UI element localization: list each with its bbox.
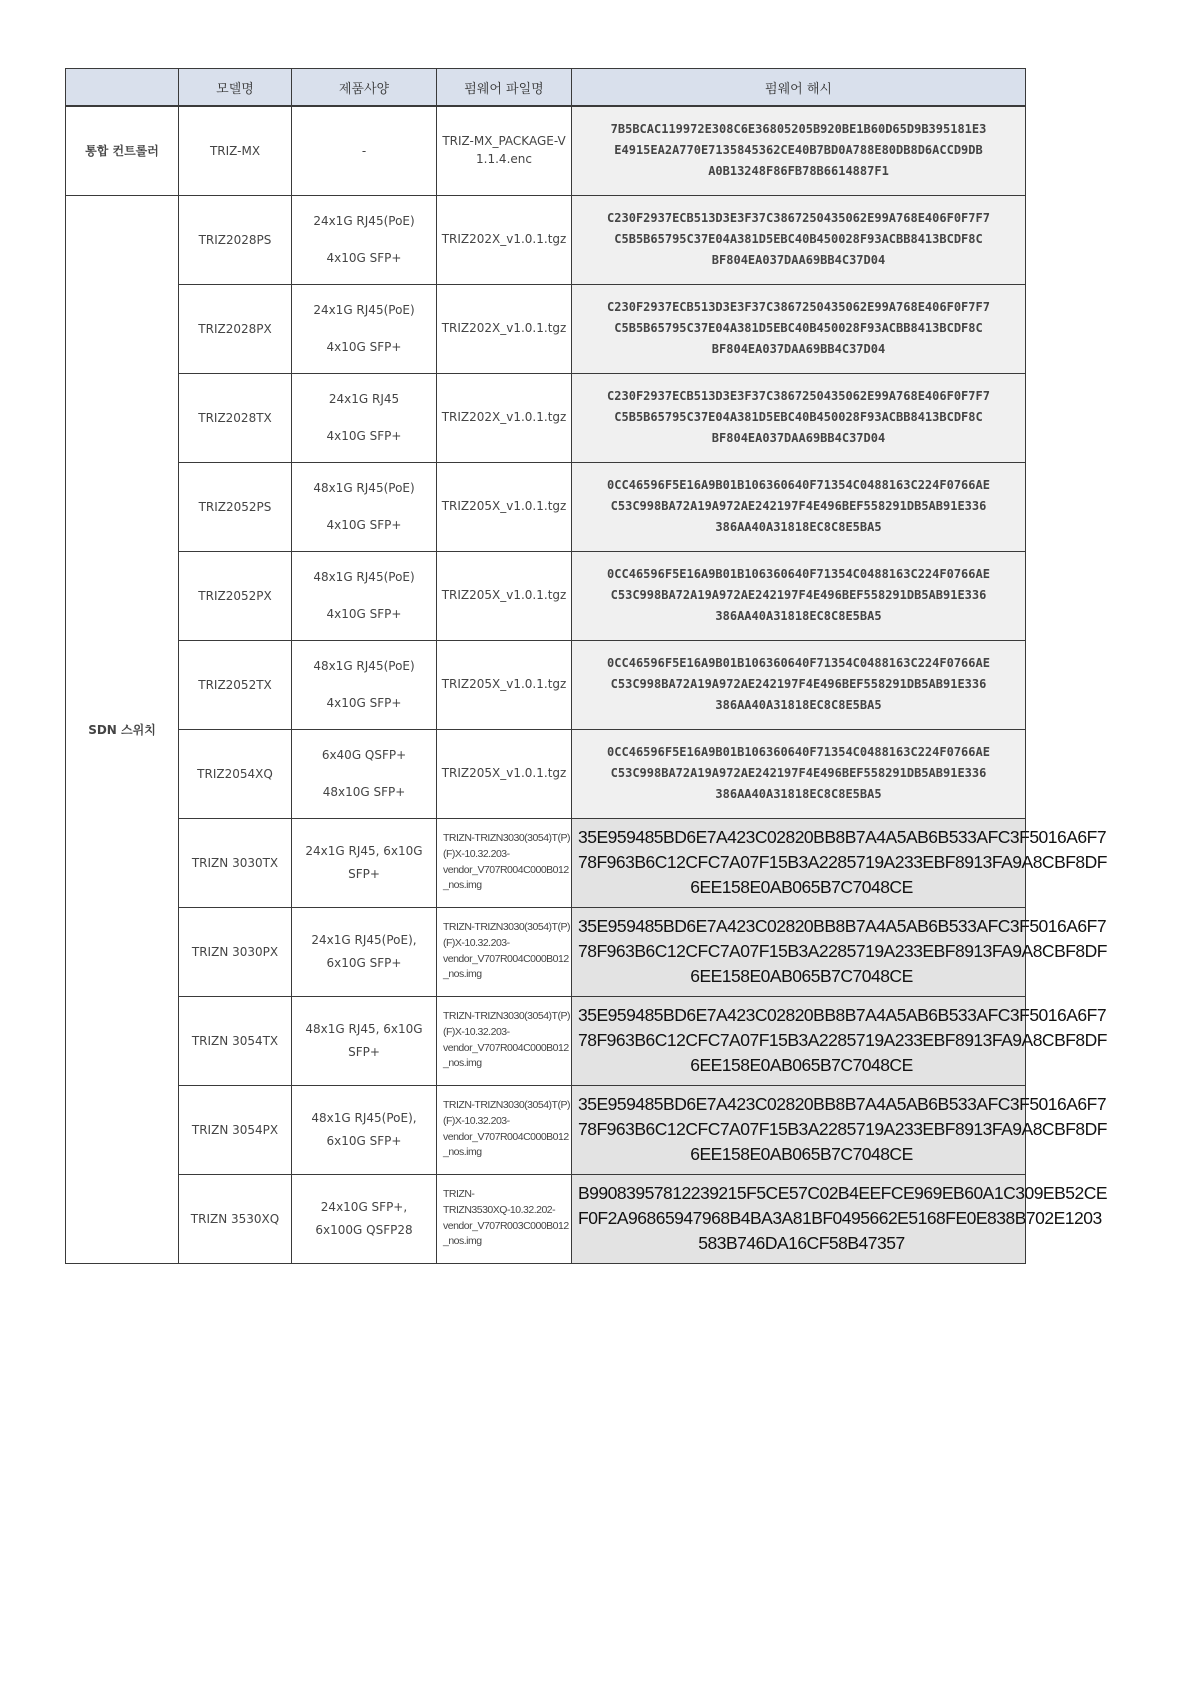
spec-line: 6x10G SFP+ xyxy=(326,1133,402,1148)
model-cell: TRIZ2052PS xyxy=(179,462,292,551)
hash-line: 0CC46596F5E16A9B01B106360640F71354C0488163C224F0766AE xyxy=(607,656,990,670)
hash-line: 7B5BCAC119972E308C6E36805205B920BE1B60D65D9B395181E3 xyxy=(610,122,987,137)
hash-line: BF804EA037DAA69BB4C37D04 xyxy=(711,253,886,267)
model-cell: TRIZ2028TX xyxy=(179,373,292,462)
spec-line: 48x1G RJ45(PoE) xyxy=(313,481,415,496)
hash-cell xyxy=(572,195,1026,284)
hash-cell xyxy=(572,996,1107,1085)
spec-line: 4x10G SFP+ xyxy=(326,517,402,532)
model-cell: TRIZ-MX xyxy=(179,106,292,195)
hash-line: A0B13248F86FB78B6614887F1 xyxy=(708,164,889,179)
spec-line: 6x10G SFP+ xyxy=(326,955,402,970)
file-line: _nos.img xyxy=(443,1146,482,1159)
model-cell: TRIZ2052PX xyxy=(179,551,292,640)
spec-line: 48x1G RJ45(PoE) xyxy=(313,659,415,674)
hash-line: 35E959485BD6E7A423C02820BB8B7A4A5AB6B533AFC3F5016A6F7 xyxy=(578,916,1107,936)
hash-line: 386AA40A31818EC8C8E5BA5 xyxy=(715,520,882,534)
hash-line: 78F963B6C12CFC7A07F15B3A2285719A233EBF8913FA9A8CBF8DF xyxy=(578,1119,1107,1139)
table-row xyxy=(66,551,1026,640)
hash-cell xyxy=(572,551,1026,640)
hash-line: BF804EA037DAA69BB4C37D04 xyxy=(711,342,886,356)
hash-line: C53C998BA72A19A972AE242197F4E496BEF558291DB5AB91E336 xyxy=(610,766,987,780)
file-line: (F)X-10.32.203- xyxy=(443,1025,510,1038)
hash-line: C230F2937ECB513D3E3F37C3867250435062E99A768E406F0F7F7 xyxy=(607,300,990,314)
spec-cell xyxy=(292,729,437,818)
hash-cell xyxy=(572,1174,1108,1263)
spec-cell xyxy=(292,462,437,551)
spec-line: 24x1G RJ45 xyxy=(328,392,400,407)
table-row xyxy=(66,284,1026,373)
hash-cell xyxy=(572,729,1026,818)
hash-line: 386AA40A31818EC8C8E5BA5 xyxy=(715,609,882,623)
spec-cell xyxy=(292,551,437,640)
file-line: (F)X-10.32.203- xyxy=(443,1114,510,1127)
spec-line: 48x1G RJ45, 6x10G xyxy=(305,1022,423,1037)
model-cell: TRIZ2054XQ xyxy=(179,729,292,818)
hash-line: C5B5B65795C37E04A381D5EBC40B450028F93ACBB8413BCDF8C xyxy=(614,232,983,246)
hash-line: 6EE158E0AB065B7C7048CE xyxy=(690,877,913,897)
model-cell: TRIZ2028PX xyxy=(179,284,292,373)
spec-line: 48x1G RJ45(PoE) xyxy=(313,570,415,585)
file-cell xyxy=(437,818,572,907)
spec-line: 6x100G QSFP28 xyxy=(315,1222,413,1237)
hash-cell xyxy=(572,818,1107,907)
file-cell xyxy=(437,1085,572,1174)
hash-line: 386AA40A31818EC8C8E5BA5 xyxy=(715,787,882,801)
spec-line: 24x1G RJ45, 6x10G xyxy=(305,844,423,859)
hash-line: C5B5B65795C37E04A381D5EBC40B450028F93ACBB8413BCDF8C xyxy=(614,321,983,335)
hash-line: 0CC46596F5E16A9B01B106360640F71354C0488163C224F0766AE xyxy=(607,478,990,492)
spec-line: 24x10G SFP+, xyxy=(320,1200,408,1215)
file-line: TRIZN- xyxy=(443,1188,475,1200)
hash-line: C53C998BA72A19A972AE242197F4E496BEF558291DB5AB91E336 xyxy=(610,499,987,513)
file-cell xyxy=(437,1174,572,1263)
table-row xyxy=(66,106,1026,195)
header-model: 모델명 xyxy=(179,69,292,107)
spec-cell xyxy=(292,907,437,996)
table-row xyxy=(66,907,1026,996)
spec-line: 4x10G SFP+ xyxy=(326,428,402,443)
file-cell xyxy=(437,907,572,996)
file-line: (F)X-10.32.203- xyxy=(443,847,510,860)
hash-cell xyxy=(572,462,1026,551)
hash-line: C53C998BA72A19A972AE242197F4E496BEF558291DB5AB91E336 xyxy=(610,588,987,602)
spec-cell xyxy=(292,818,437,907)
hash-line: BF804EA037DAA69BB4C37D04 xyxy=(711,431,886,445)
hash-line: C53C998BA72A19A972AE242197F4E496BEF558291DB5AB91E336 xyxy=(610,677,987,691)
spec-line: 24x1G RJ45(PoE), xyxy=(311,933,417,948)
category-controller: 통합 컨트롤러 xyxy=(66,106,179,195)
file-cell xyxy=(437,996,572,1085)
file-line: vendor_V707R003C000B012 xyxy=(443,1219,569,1232)
file-cell: TRIZ205X_v1.0.1.tgz xyxy=(437,462,572,551)
table-row xyxy=(66,1085,1026,1174)
hash-cell xyxy=(572,907,1107,996)
header-spec: 제품사양 xyxy=(292,69,437,107)
table-row xyxy=(66,640,1026,729)
hash-line: B99083957812239215F5CE57C02B4EEFCE969EB60A1C309EB52CE xyxy=(578,1183,1108,1203)
file-line: _nos.img xyxy=(443,968,482,981)
spec-line: 48x1G RJ45(PoE), xyxy=(311,1111,417,1126)
hash-line: F0F2A96865947968B4BA3A81BF0495662E5168FE0E838B702E1203 xyxy=(578,1208,1102,1228)
file-line: _nos.img xyxy=(443,1235,482,1248)
model-cell: TRIZN 3054PX xyxy=(179,1085,292,1174)
hash-line: C230F2937ECB513D3E3F37C3867250435062E99A768E406F0F7F7 xyxy=(607,389,990,403)
spec-line: 48x10G SFP+ xyxy=(322,784,406,799)
spec-line: SFP+ xyxy=(348,1044,380,1059)
spec-line: 4x10G SFP+ xyxy=(326,339,402,354)
file-line: _nos.img xyxy=(443,879,482,892)
hash-cell xyxy=(572,640,1026,729)
hash-line: 6EE158E0AB065B7C7048CE xyxy=(690,966,913,986)
hash-line: 78F963B6C12CFC7A07F15B3A2285719A233EBF8913FA9A8CBF8DF xyxy=(578,941,1107,961)
table-row xyxy=(66,996,1026,1085)
hash-cell xyxy=(572,284,1026,373)
table-row xyxy=(66,373,1026,462)
table-row xyxy=(66,1174,1026,1263)
file-cell: TRIZ202X_v1.0.1.tgz xyxy=(437,284,572,373)
spec-line: - xyxy=(361,143,367,158)
spec-cell xyxy=(292,1085,437,1174)
spec-line: 24x1G RJ45(PoE) xyxy=(313,214,415,229)
hash-line: C5B5B65795C37E04A381D5EBC40B450028F93ACBB8413BCDF8C xyxy=(614,410,983,424)
header-firmware-hash: 펌웨어 해시 xyxy=(572,69,1026,107)
model-cell: TRIZN 3030PX xyxy=(179,907,292,996)
spec-line: 6x40G QSFP+ xyxy=(321,748,407,763)
file-line: (F)X-10.32.203- xyxy=(443,936,510,949)
file-line: TRIZN3530XQ-10.32.202- xyxy=(443,1203,556,1216)
spec-cell xyxy=(292,284,437,373)
table-row xyxy=(66,818,1026,907)
hash-cell xyxy=(572,373,1026,462)
hash-line: 583B746DA16CF58B47357 xyxy=(698,1233,905,1253)
header-firmware-file: 펌웨어 파일명 xyxy=(437,69,572,107)
file-cell: TRIZ205X_v1.0.1.tgz xyxy=(437,640,572,729)
spec-cell xyxy=(292,996,437,1085)
hash-cell xyxy=(572,106,1026,195)
firmware-hash-table xyxy=(65,68,1108,1264)
spec-cell xyxy=(292,1174,437,1263)
table-row xyxy=(66,462,1026,551)
model-cell: TRIZN 3530XQ xyxy=(179,1174,292,1263)
hash-line: 6EE158E0AB065B7C7048CE xyxy=(690,1055,913,1075)
spec-cell xyxy=(292,373,437,462)
file-line: vendor_V707R004C000B012 xyxy=(443,1041,569,1054)
hash-line: E4915EA2A770E7135845362CE40B7BD0A788E80DB8D6ACCD9DB xyxy=(614,143,983,158)
file-cell: TRIZ202X_v1.0.1.tgz xyxy=(437,195,572,284)
file-line: _nos.img xyxy=(443,1057,482,1070)
file-cell: TRIZ205X_v1.0.1.tgz xyxy=(437,729,572,818)
spec-line: 24x1G RJ45(PoE) xyxy=(313,303,415,318)
model-cell: TRIZ2028PS xyxy=(179,195,292,284)
spec-line: SFP+ xyxy=(348,866,380,881)
hash-line: C230F2937ECB513D3E3F37C3867250435062E99A768E406F0F7F7 xyxy=(607,211,990,225)
hash-line: 6EE158E0AB065B7C7048CE xyxy=(690,1144,913,1164)
hash-line: 78F963B6C12CFC7A07F15B3A2285719A233EBF8913FA9A8CBF8DF xyxy=(578,1030,1107,1050)
hash-cell xyxy=(572,1085,1107,1174)
file-line: TRIZN-TRIZN3030(3054)T(P) xyxy=(443,1010,570,1022)
file-line: vendor_V707R004C000B012 xyxy=(443,1130,569,1143)
hash-line: 386AA40A31818EC8C8E5BA5 xyxy=(715,698,882,712)
hash-line: 35E959485BD6E7A423C02820BB8B7A4A5AB6B533AFC3F5016A6F7 xyxy=(578,1094,1107,1114)
spec-line: 4x10G SFP+ xyxy=(326,606,402,621)
spec-cell xyxy=(292,106,437,195)
model-cell: TRIZN 3054TX xyxy=(179,996,292,1085)
file-cell: TRIZ202X_v1.0.1.tgz xyxy=(437,373,572,462)
file-line: TRIZN-TRIZN3030(3054)T(P) xyxy=(443,921,570,933)
model-cell: TRIZ2052TX xyxy=(179,640,292,729)
file-line: vendor_V707R004C000B012 xyxy=(443,952,569,965)
file-cell: TRIZ-MX_PACKAGE-V1.1.4.enc xyxy=(437,106,572,195)
table-row xyxy=(66,729,1026,818)
header-category xyxy=(66,69,179,107)
hash-line: 0CC46596F5E16A9B01B106360640F71354C0488163C224F0766AE xyxy=(607,567,990,581)
hash-line: 35E959485BD6E7A423C02820BB8B7A4A5AB6B533AFC3F5016A6F7 xyxy=(578,1005,1107,1025)
category-sdn-switch: SDN 스위치 xyxy=(66,195,179,1263)
spec-cell xyxy=(292,195,437,284)
file-line: TRIZN-TRIZN3030(3054)T(P) xyxy=(443,832,570,844)
table-row xyxy=(66,195,1026,284)
hash-line: 78F963B6C12CFC7A07F15B3A2285719A233EBF8913FA9A8CBF8DF xyxy=(578,852,1107,872)
hash-line: 35E959485BD6E7A423C02820BB8B7A4A5AB6B533AFC3F5016A6F7 xyxy=(578,827,1107,847)
file-cell: TRIZ205X_v1.0.1.tgz xyxy=(437,551,572,640)
hash-line: 0CC46596F5E16A9B01B106360640F71354C0488163C224F0766AE xyxy=(607,745,990,759)
header-row xyxy=(66,69,1026,107)
spec-line: 4x10G SFP+ xyxy=(326,695,402,710)
model-cell: TRIZN 3030TX xyxy=(179,818,292,907)
file-line: TRIZN-TRIZN3030(3054)T(P) xyxy=(443,1099,570,1111)
spec-cell xyxy=(292,640,437,729)
file-line: vendor_V707R004C000B012 xyxy=(443,863,569,876)
spec-line: 4x10G SFP+ xyxy=(326,250,402,265)
